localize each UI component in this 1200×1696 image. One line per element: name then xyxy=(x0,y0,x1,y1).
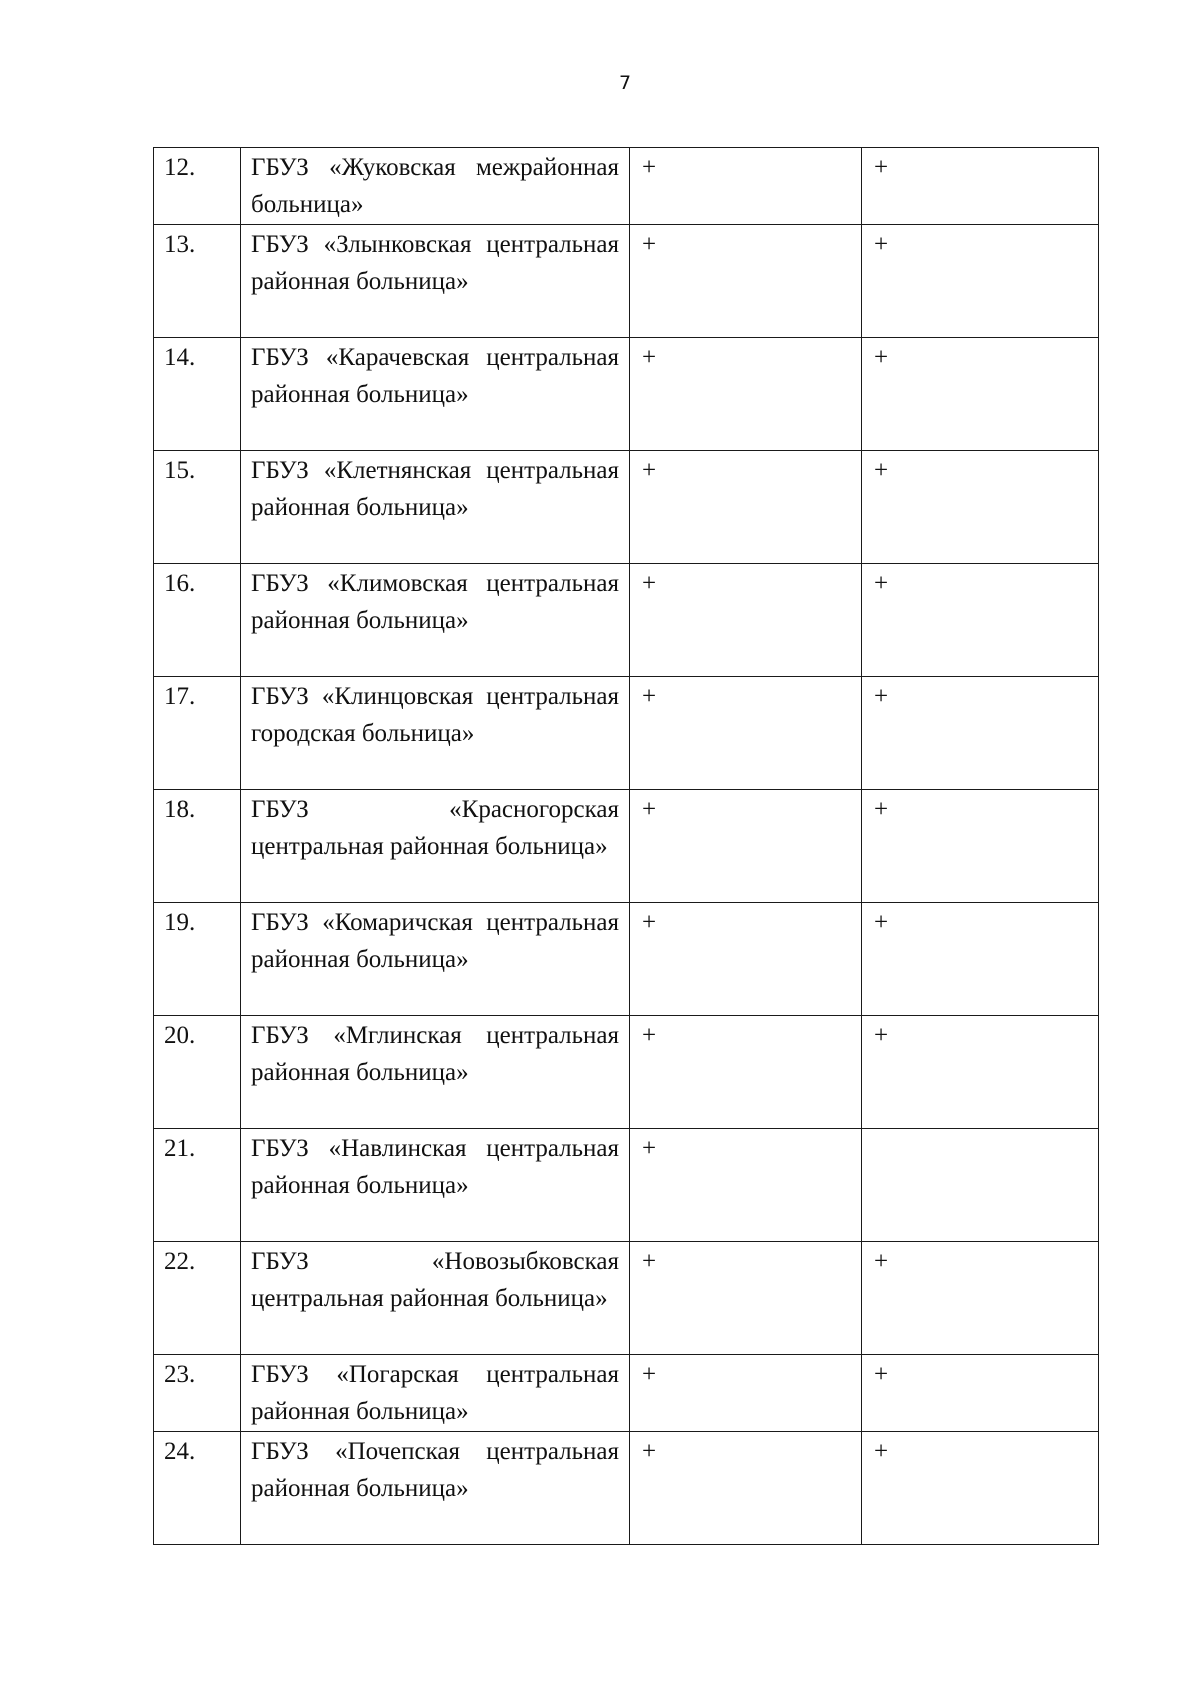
table-row xyxy=(154,1242,1099,1355)
mark-col-2: + xyxy=(862,1432,1099,1545)
institution-name: ГБУЗ «Жуковская межрайонная больница» xyxy=(241,148,630,225)
row-number: 21. xyxy=(154,1129,241,1242)
mark-col-2 xyxy=(862,1129,1099,1242)
mark-col-2: + xyxy=(862,1355,1099,1432)
row-number: 20. xyxy=(154,1016,241,1129)
mark-col-2: + xyxy=(862,564,1099,677)
table-row xyxy=(154,1129,1099,1242)
row-number: 16. xyxy=(154,564,241,677)
mark-col-2: + xyxy=(862,1016,1099,1129)
mark-col-2: + xyxy=(862,790,1099,903)
table-row xyxy=(154,1355,1099,1432)
table-row xyxy=(154,1432,1099,1545)
mark-col-1: + xyxy=(630,1016,862,1129)
mark-col-1: + xyxy=(630,1432,862,1545)
table-row xyxy=(154,225,1099,338)
table-row xyxy=(154,1016,1099,1129)
mark-col-1: + xyxy=(630,1129,862,1242)
table-row xyxy=(154,338,1099,451)
institution-name: ГБУЗ «Мглинская центральная районная больница» xyxy=(241,1016,630,1129)
institution-name: ГБУЗ «Злынковская центральная районная больница» xyxy=(241,225,630,338)
table-row xyxy=(154,790,1099,903)
row-number: 24. xyxy=(154,1432,241,1545)
row-number: 15. xyxy=(154,451,241,564)
institution-name: ГБУЗ «Почепская центральная районная больница» xyxy=(241,1432,630,1545)
institution-name: ГБУЗ «Новозыбковская центральная районная больница» xyxy=(241,1242,630,1355)
institution-name: ГБУЗ «Погарская центральная районная больница» xyxy=(241,1355,630,1432)
table-row xyxy=(154,903,1099,1016)
mark-col-2: + xyxy=(862,451,1099,564)
row-number: 22. xyxy=(154,1242,241,1355)
table-row xyxy=(154,148,1099,225)
mark-col-1: + xyxy=(630,677,862,790)
mark-col-2: + xyxy=(862,677,1099,790)
mark-col-1: + xyxy=(630,790,862,903)
mark-col-2: + xyxy=(862,1242,1099,1355)
row-number: 12. xyxy=(154,148,241,225)
mark-col-2: + xyxy=(862,148,1099,225)
row-number: 13. xyxy=(154,225,241,338)
table-row xyxy=(154,451,1099,564)
institution-name: ГБУЗ «Клетнянская центральная районная больница» xyxy=(241,451,630,564)
row-number: 18. xyxy=(154,790,241,903)
institution-name: ГБУЗ «Красногорская центральная районная больница» xyxy=(241,790,630,903)
row-number: 14. xyxy=(154,338,241,451)
mark-col-1: + xyxy=(630,564,862,677)
mark-col-2: + xyxy=(862,903,1099,1016)
institution-name: ГБУЗ «Климовская центральная районная больница» xyxy=(241,564,630,677)
page-number: 7 xyxy=(618,72,632,94)
mark-col-1: + xyxy=(630,451,862,564)
mark-col-1: + xyxy=(630,148,862,225)
table-row xyxy=(154,564,1099,677)
mark-col-1: + xyxy=(630,225,862,338)
institution-name: ГБУЗ «Карачевская центральная районная больница» xyxy=(241,338,630,451)
table-row xyxy=(154,677,1099,790)
mark-col-2: + xyxy=(862,225,1099,338)
mark-col-1: + xyxy=(630,1355,862,1432)
hospital-table xyxy=(153,147,1099,1545)
mark-col-1: + xyxy=(630,338,862,451)
mark-col-1: + xyxy=(630,903,862,1016)
institution-name: ГБУЗ «Навлинская центральная районная больница» xyxy=(241,1129,630,1242)
institution-name: ГБУЗ «Клинцовская центральная городская больница» xyxy=(241,677,630,790)
row-number: 19. xyxy=(154,903,241,1016)
mark-col-2: + xyxy=(862,338,1099,451)
institution-name: ГБУЗ «Комаричская центральная районная больница» xyxy=(241,903,630,1016)
row-number: 17. xyxy=(154,677,241,790)
mark-col-1: + xyxy=(630,1242,862,1355)
row-number: 23. xyxy=(154,1355,241,1432)
